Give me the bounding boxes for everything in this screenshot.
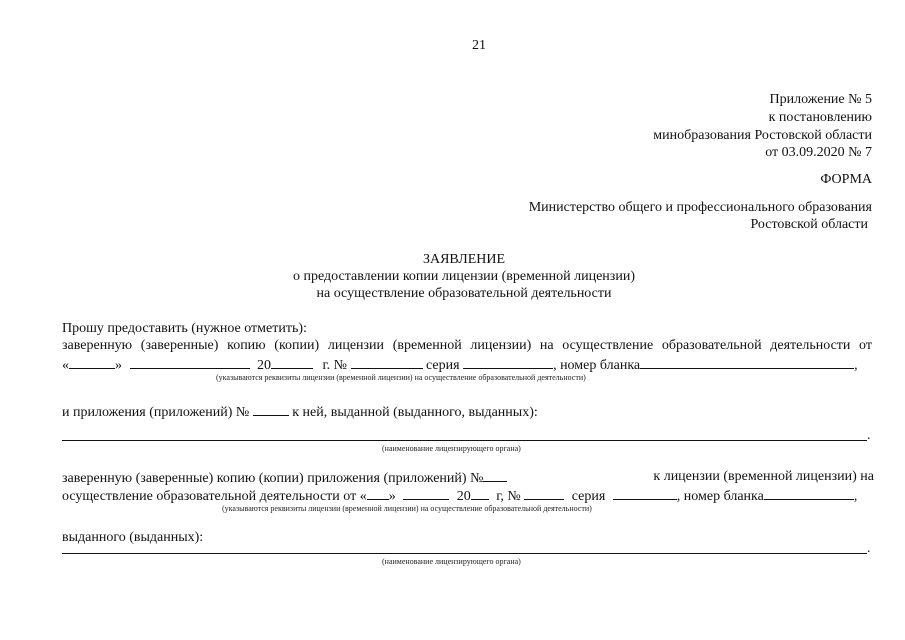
addressee-line1: Министерство общего и профессионального образования xyxy=(528,200,872,215)
year-prefix: 20 xyxy=(257,358,271,373)
document-subtitle-2: на осуществление образовательной деятельности xyxy=(316,286,612,301)
license-number-field-2[interactable] xyxy=(524,487,564,500)
quote-close: » xyxy=(115,358,122,373)
appendix-copy-line1 xyxy=(62,469,874,487)
license-details-hint: (указываются реквизиты лицензии (временной лицензии) на осуществление образовательной деятельности) xyxy=(216,373,586,382)
year-field-2[interactable] xyxy=(471,487,489,500)
blank-number-field[interactable] xyxy=(640,356,854,369)
blank-number-label-2: , номер бланка xyxy=(676,489,764,504)
licensing-authority-field[interactable] xyxy=(62,440,867,441)
issuing-authority-field[interactable] xyxy=(62,553,867,554)
form-label: ФОРМА xyxy=(820,172,872,187)
document-title: ЗАЯВЛЕНИЕ xyxy=(422,252,506,267)
series-field[interactable] xyxy=(463,356,553,369)
month-field[interactable] xyxy=(130,356,250,369)
day-field[interactable] xyxy=(69,356,115,369)
appendix-copy-number-field[interactable] xyxy=(483,469,507,482)
month-field-2[interactable] xyxy=(403,487,449,500)
appendix-copy-license-label: к лицензии (временной лицензии) на xyxy=(653,469,874,484)
page-number: 21 xyxy=(472,38,486,53)
activity-from-label: осуществление образовательной деятельности от « xyxy=(62,489,367,504)
series-label: серия xyxy=(426,358,460,373)
request-intro: Прошу предоставить (нужное отметить): xyxy=(62,321,307,336)
year-field[interactable] xyxy=(271,356,313,369)
appendix-date: от 03.09.2020 № 7 xyxy=(765,145,872,160)
addressee-line2: Ростовской области xyxy=(750,217,868,232)
authority-line-end: . xyxy=(867,428,871,443)
appendix-copy-details-row xyxy=(62,487,877,505)
document-subtitle-1: о предоставлении копии лицензии (временной лицензии) xyxy=(293,269,635,284)
appendix-number: Приложение № 5 xyxy=(769,92,872,107)
quote-open: « xyxy=(62,358,69,373)
number-label: г. № xyxy=(322,358,348,373)
series-label-2: серия xyxy=(571,489,606,504)
issuing-line-end: . xyxy=(867,541,871,556)
blank-number-label: , номер бланка xyxy=(553,358,641,373)
licensing-authority-hint: (наименование лицензирующего органа) xyxy=(382,444,521,453)
appendix-copy-label: заверенную (заверенные) копию (копии) приложения (приложений) № xyxy=(62,471,484,486)
series-field-2[interactable] xyxy=(613,487,677,500)
appendix-ministry: минобразования Ростовской области xyxy=(653,128,872,143)
appendix-resolution: к постановлению xyxy=(768,110,872,125)
license-details-row xyxy=(62,356,877,374)
row-end-comma: , xyxy=(854,358,858,373)
request-license-copy-line: заверенную (заверенные) копию (копии) лицензии (временной лицензии) на осуществление образовательной деятельности от xyxy=(62,338,872,353)
issuing-authority-hint: (наименование лицензирующего органа) xyxy=(382,557,521,566)
day-field-2[interactable] xyxy=(367,487,389,500)
appendix-label: и приложения (приложений) № xyxy=(62,405,250,420)
row-end-comma-2: , xyxy=(853,489,858,504)
appendix-request-row xyxy=(62,403,538,421)
issued-label: к ней, выданной (выданного, выданных): xyxy=(292,405,538,420)
appendix-details-hint: (указываются реквизиты лицензии (временной лицензии) на осуществление образовательной деятельности) xyxy=(222,504,592,513)
issued-by-label: выданного (выданных): xyxy=(62,530,204,545)
blank-number-field-2[interactable] xyxy=(764,487,854,500)
appendix-number-field[interactable] xyxy=(253,403,289,416)
number-label-2: г, № xyxy=(496,489,521,504)
quote-close-2: » xyxy=(388,489,396,504)
year-prefix-2: 20 xyxy=(456,489,471,504)
license-number-field[interactable] xyxy=(351,356,423,369)
